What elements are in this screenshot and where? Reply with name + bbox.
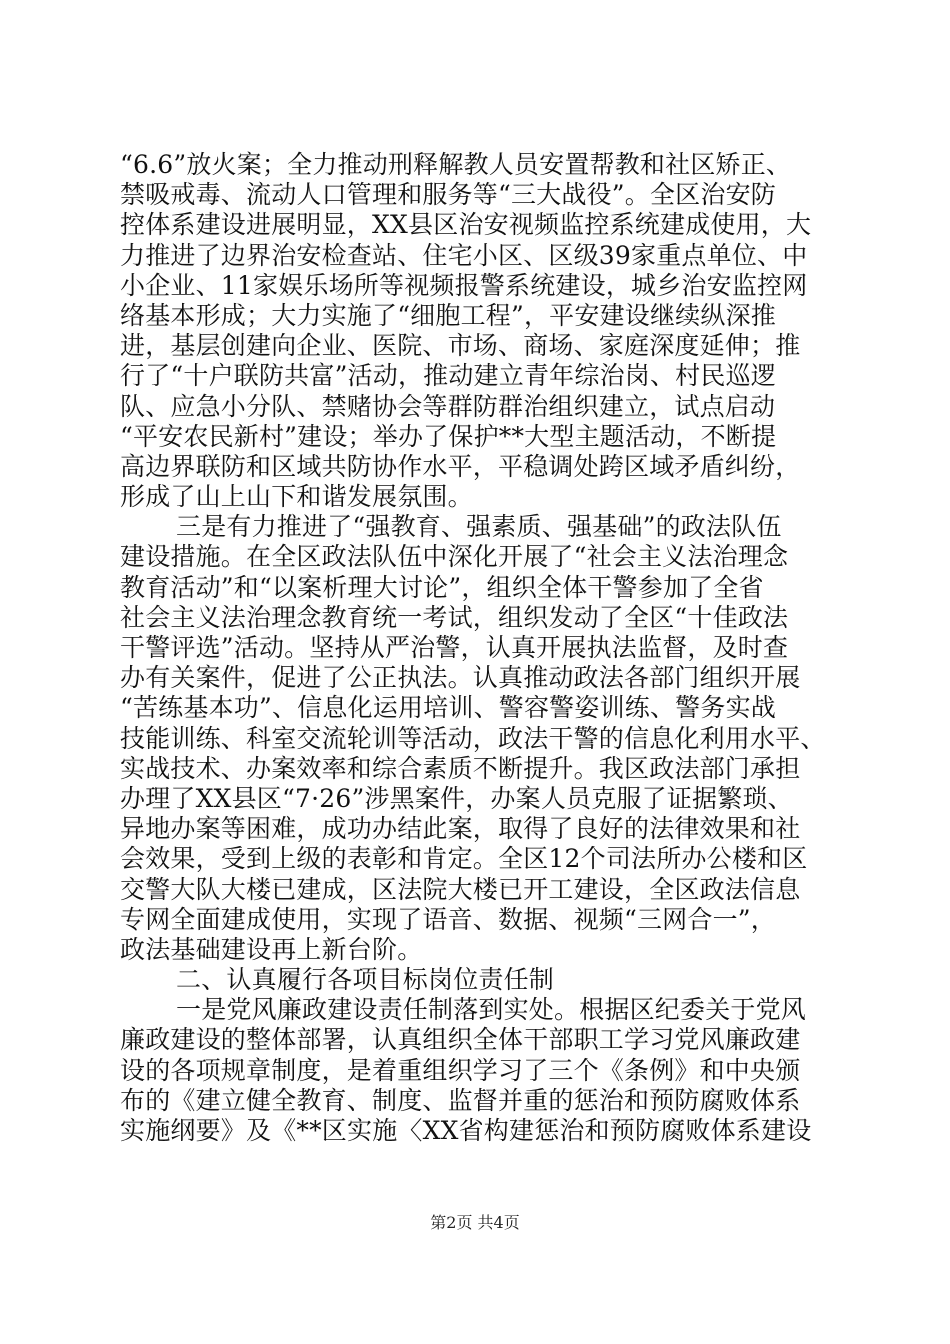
text-line: 专网全面建成使用，实现了语音、数据、视频“三网合一”， [120,904,776,934]
paragraph-start-line: 一是党风廉政建设责任制落到实处。根据区纪委关于党风 [176,995,807,1025]
page-number-footer: 第2页 共4页 [430,1213,520,1232]
paragraph-start-line: 三是有力推进了“强教育、强素质、强基础”的政法队伍 [176,512,782,542]
text-line: 异地办案等困难，成功办结此案，取得了良好的法律效果和社 [120,814,801,844]
text-line: 技能训练、科室交流轮训等活动，政法干警的信息化利用水平、 [120,723,826,753]
text-line: 办理了XX县区“7·26”涉黑案件，办案人员克服了证据繁琐、 [120,783,793,813]
text-line: 络基本形成；大力实施了“细胞工程”，平安建设继续纵深推 [120,300,776,330]
text-line: 设的各项规章制度，是着重组织学习了三个《条例》和中央颁 [120,1055,801,1085]
text-line: 政法基础建设再上新台阶。 [120,934,423,964]
text-line: 办有关案件，促进了公正执法。认真推动政法各部门组织开展 [120,663,801,693]
text-line: 行了“十户联防共富”活动，推动建立青年综治岗、村民巡逻 [120,361,776,391]
text-line: 建设措施。在全区政法队伍中深化开展了“社会主义法治理念 [120,542,789,572]
text-line: 禁吸戒毒、流动人口管理和服务等“三大战役”。全区治安防 [120,180,776,210]
text-line: 进，基层创建向企业、医院、市场、商场、家庭深度延伸；推 [120,331,801,361]
text-line: 布的《建立健全教育、制度、监督并重的惩治和预防腐败体系 [120,1085,801,1115]
text-line: 形成了山上山下和谐发展氛围。 [120,482,473,512]
text-line: 廉政建设的整体部署，认真组织全体干部职工学习党风廉政建 [120,1025,801,1055]
document-body [120,150,840,1146]
text-line: 社会主义法治理念教育统一考试，组织发动了全区“十佳政法 [120,602,789,632]
text-line: “苦练基本功”、信息化运用培训、警容警姿训练、警务实战 [120,693,776,723]
text-line: 会效果，受到上级的表彰和肯定。全区12个司法所办公楼和区 [120,844,808,874]
text-line: 干警评选”活动。坚持从严治警，认真开展执法监督，及时查 [120,633,789,662]
text-line: 队、应急小分队、禁赌协会等群防群治组织建立，试点启动 [120,391,776,421]
text-line: 高边界联防和区域共防协作水平，平稳调处跨区域矛盾纠纷， [120,451,801,481]
text-line: 实施纲要》及《**区实施〈XX省构建惩治和预防腐败体系建设 [120,1116,812,1145]
text-line: “6.6”放火案；全力推动刑释解教人员安置帮教和社区矫正、 [120,150,792,179]
text-line: 小企业、11家娱乐场所等视频报警系统建设，城乡治安监控网 [120,270,808,300]
text-line: 实战技术、办案效率和综合素质不断提升。我区政法部门承担 [120,753,801,783]
text-line: 交警大队大楼已建成，区法院大楼已开工建设，全区政法信息 [120,874,801,904]
text-line: “平安农民新村”建设；举办了保护**大型主题活动，不断提 [120,421,777,451]
text-line: 教育活动”和“以案析理大讨论”，组织全体干警参加了全省 [120,572,764,602]
text-line: 控体系建设进展明显，XX县区治安视频监控系统建成使用，大 [120,210,812,240]
text-line: 力推进了边界治安检查站、住宅小区、区级39家重点单位、中 [120,240,808,270]
section-heading: 二、认真履行各项目标岗位责任制 [176,965,555,995]
